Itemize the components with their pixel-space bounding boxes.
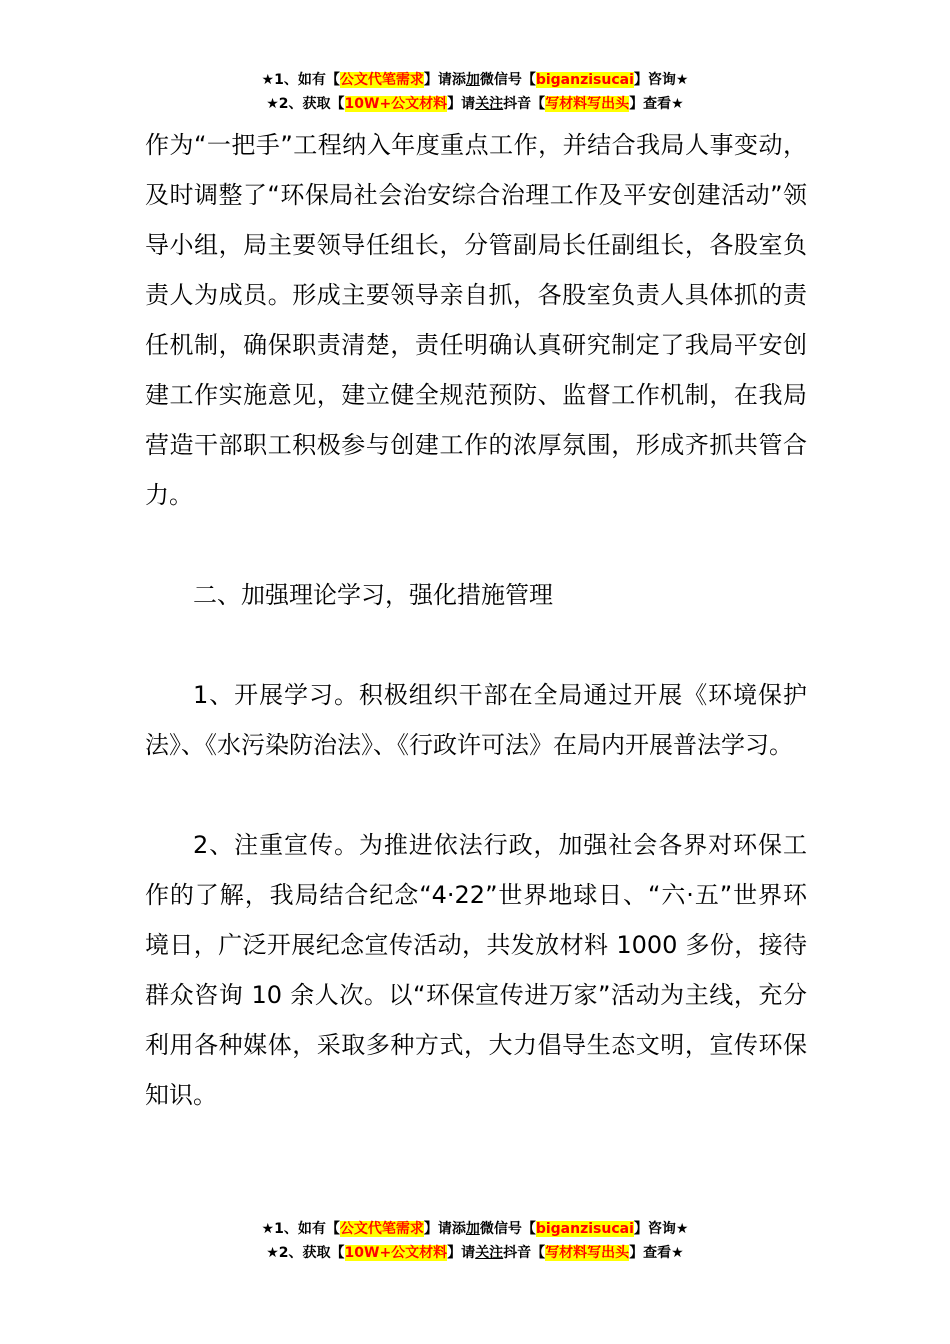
banner-text: 】请添 (423, 1221, 466, 1237)
banner-text: 】咨询★ (633, 1221, 689, 1237)
banner-text: ★1、如有【 (261, 1221, 340, 1237)
banner-highlight: 公文代笔需求 (339, 72, 424, 88)
banner-text: 微信号【 (479, 1221, 536, 1237)
paragraph-continued: 作为“一把手”工程纳入年度重点工作，并结合我局人事变动，及时调整了“环保局社会治安综合治理工作及平安创建活动”领导小组，局主要领导任组长，分管副局长任副组长，各股室负责人为成员。形成主要领导亲自抓，各股室负责人具体抓的责任机制，确保职责清楚，责任明确认真研究制定了我局平安创建工作实施意见，建立健全规范预防、监督工作机制，在我局营造干部职工积极参与创建工作的浓厚氛围，形成齐抓共管合力。 (145, 131, 807, 509)
banner-highlight: 写材料写出头 (545, 96, 630, 112)
banner-text: 抖音【 (503, 1245, 546, 1261)
banner-line-1 (0, 1217, 950, 1241)
banner-highlight: 写材料写出头 (545, 1245, 630, 1261)
banner-line-1 (0, 68, 950, 92)
paragraph-spacer (145, 520, 807, 570)
banner-line-2 (0, 92, 950, 116)
paragraph-item-2: 2、注重宣传。为推进依法行政，加强社会各界对环保工作的了解，我局结合纪念“4·22”世界地球日、“六·五”世界环境日，广泛开展纪念宣传活动，共发放材料 1000 多份，接待群众咨询 10 余人次。以“环保宣传进万家”活动为主线，充分利用各种媒体，采取多种方式，大力倡导生态文明，宣传环保知识。 (145, 831, 807, 1109)
section-heading: 二、加强理论学习，强化措施管理 (193, 581, 553, 609)
banner-text: 】请 (447, 1245, 476, 1261)
banner-text: 】请添 (423, 72, 466, 88)
paragraph-spacer (145, 620, 807, 670)
banner-text: ★2、获取【 (266, 1245, 345, 1261)
banner-text: 微信号【 (479, 72, 536, 88)
banner-highlight: biganzisucai (535, 72, 634, 88)
banner-text: ★1、如有【 (261, 72, 340, 88)
banner-highlight: 公文代笔需求 (339, 1221, 424, 1237)
banner-text: 】查看★ (629, 96, 684, 112)
document-body (145, 120, 807, 1120)
banner-highlight: 10W+公文材料 (344, 1245, 448, 1261)
banner-underlined-text: 加 (465, 72, 480, 88)
banner-highlight: biganzisucai (535, 1221, 634, 1237)
banner-highlight: 10W+公文材料 (344, 96, 448, 112)
banner-line-2 (0, 1241, 950, 1265)
banner-text: 】请 (447, 96, 476, 112)
paragraph-item-1: 1、开展学习。积极组织干部在全局通过开展《环境保护法》、《水污染防治法》、《行政许可法》在局内开展普法学习。 (145, 681, 807, 759)
banner-text: 】咨询★ (633, 72, 689, 88)
banner-underlined-text: 关注 (475, 96, 504, 112)
paragraph-spacer (145, 770, 807, 820)
banner-text: 抖音【 (503, 96, 546, 112)
header-banner (0, 68, 950, 116)
banner-text: ★2、获取【 (266, 96, 345, 112)
footer-banner (0, 1217, 950, 1265)
banner-underlined-text: 关注 (475, 1245, 504, 1261)
banner-text: 】查看★ (629, 1245, 684, 1261)
banner-underlined-text: 加 (465, 1221, 480, 1237)
